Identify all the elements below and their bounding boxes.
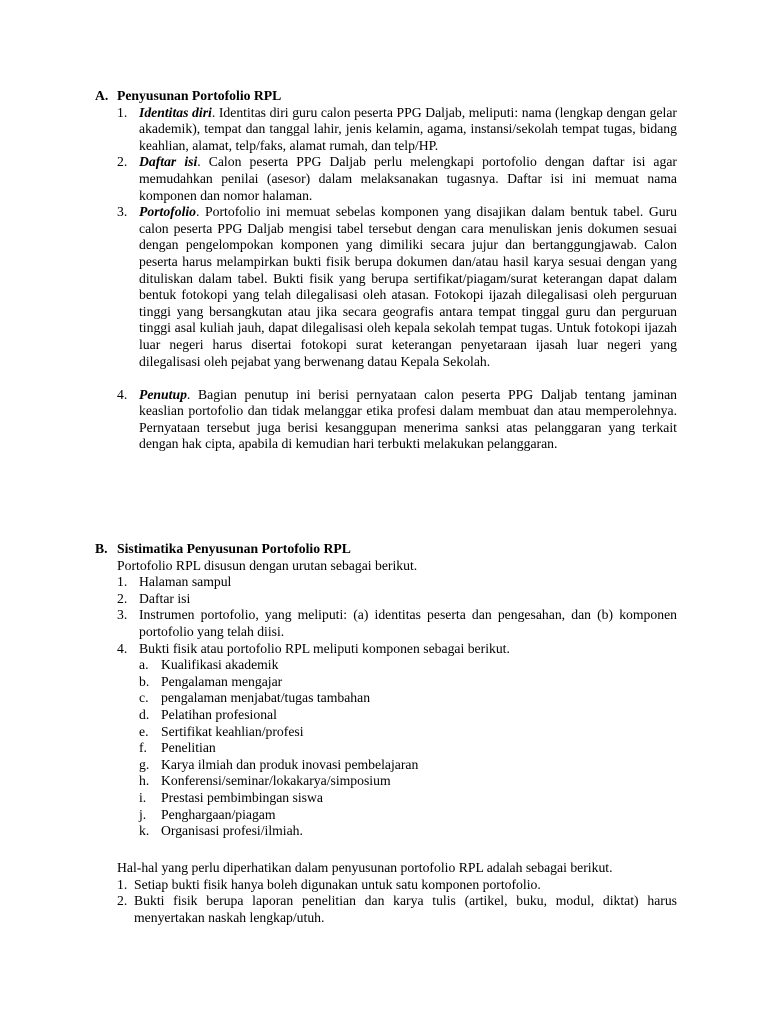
list-item	[139, 773, 677, 790]
item-text: Karya ilmiah dan produk inovasi pembelajaran	[161, 756, 419, 772]
list-number: 1.	[117, 104, 128, 120]
item-text: Bukti fisik atau portofolio RPL meliputi komponen sebagai berikut.	[139, 640, 510, 656]
list-number: 2.	[117, 154, 128, 170]
item-text: . Portofolio ini memuat sebelas komponen yang disajikan dalam bentuk tabel. Guru calon peserta PPG Daljab mengisi tabel tersebut dengan cara menuliskan jenis dokumen sesuai dengan pengelompokan komponen yang dimiliki secara jujur dan bertanggungjawab. Calon peserta harus melampirkan bukti fisik berupa dokumen dan/atau hasil karya sesuai dengan yang dituliskan dalam tabel. Bukti fisik yang berupa sertifikat/piagam/surat keterangan dapat dalam bentuk fotokopi yang telah dilegalisasi oleh atasan. Fotokopi ijazah dilegalisasi oleh perguruan tinggi yang bersangkutan atau jika secara geografis antara tempat tinggal guru dan perguruan tinggi asal kuliah jauh, dapat dilegalisasi oleh kepala sekolah tempat tugas. Untuk fotokopi ijazah luar negeri harus disertai fotokopi surat keterangan penyetaraan ijasah luar negeri yang dilegalisasi oleh pejabat yang berwenang datau Kepala Sekolah.	[139, 204, 677, 369]
list-item	[117, 105, 677, 155]
section-b-intro: Portofolio RPL disusun dengan urutan sebagai berikut.	[117, 557, 418, 573]
item-text: Penelitian	[161, 740, 216, 756]
list-item	[117, 877, 677, 894]
item-text: Organisasi profesi/ilmiah.	[161, 823, 303, 839]
section-a-title: Penyusunan Portofolio RPL	[117, 88, 282, 103]
item-text: . Calon peserta PPG Daljab perlu melengkapi portofolio dengan daftar isi agar memudahkan penilai (asesor) dalam melaksanakan tugasnya. Daftar isi ini memuat nama komponen dan nomor halaman.	[139, 154, 677, 203]
list-number: 2.	[117, 893, 128, 909]
list-letter: j.	[139, 806, 147, 822]
list-item	[139, 823, 677, 840]
list-letter: d.	[139, 706, 150, 722]
component-sublist	[117, 657, 677, 840]
closing-notes	[117, 860, 677, 926]
item-term: Daftar isi	[139, 154, 198, 170]
item-text: Instrumen portofolio, yang meliputi: (a) identitas peserta dan pengesahan, dan (b) komponen portofolio yang telah diisi.	[139, 607, 677, 639]
list-item	[117, 387, 677, 453]
list-item	[139, 740, 677, 757]
section-a-label: A.	[95, 88, 109, 103]
list-item	[117, 641, 677, 658]
list-item	[117, 607, 677, 640]
list-number: 1.	[117, 876, 128, 892]
item-term: Portofolio	[139, 204, 197, 220]
section-b-heading	[95, 541, 677, 558]
list-item	[117, 154, 677, 204]
section-b-list	[117, 574, 677, 657]
list-item	[139, 674, 677, 691]
item-text: Pengalaman mengajar	[161, 673, 283, 689]
item-text: . Bagian penutup ini berisi pernyataan calon peserta PPG Daljab tentang jaminan keaslian portofolio dan tidak melanggar etika profesi dalam membuat dan atau memperolehnya. Pernyataan tersebut juga berisi kesanggupan menerima sanksi atas pelanggaran yang terkait dengan hak cipta, apabila di kemudian hari terbukti melakukan pelanggaran.	[139, 386, 677, 452]
item-text: Setiap bukti fisik hanya boleh digunakan untuk satu komponen portofolio.	[134, 876, 541, 892]
list-letter: k.	[139, 823, 150, 839]
list-item	[139, 757, 677, 774]
item-text: pengalaman menjabat/tugas tambahan	[161, 690, 371, 706]
list-letter: g.	[139, 756, 150, 772]
list-item	[139, 707, 677, 724]
list-item	[139, 790, 677, 807]
list-item	[139, 807, 677, 824]
list-letter: c.	[139, 690, 149, 706]
item-text: . Identitas diri guru calon peserta PPG Daljab, meliputi: nama (lengkap dengan gelar akademik), tempat dan tanggal lahir, jenis kelamin, agama, instansi/sekolah tempat tugas, bidang keahlian, alamat, telp/faks, alamat rumah, dan telp/HP.	[139, 104, 677, 153]
item-text: Pelatihan profesional	[161, 706, 277, 722]
item-text: Sertifikat keahlian/profesi	[161, 723, 304, 739]
list-number: 2.	[117, 590, 128, 606]
item-text: Bukti fisik berupa laporan penelitian dan karya tulis (artikel, buku, modul, diktat) harus menyertakan naskah lengkap/utuh.	[134, 893, 677, 925]
list-number: 4.	[117, 386, 128, 402]
list-letter: i.	[139, 789, 147, 805]
section-a-list	[117, 105, 677, 453]
list-item	[117, 204, 677, 370]
section-b-label: B.	[95, 541, 108, 556]
section-b	[95, 541, 677, 840]
list-item	[139, 657, 677, 674]
list-letter: h.	[139, 773, 150, 789]
section-a	[95, 88, 677, 453]
list-item	[117, 591, 677, 608]
item-text: Konferensi/seminar/lokakarya/simposium	[161, 773, 391, 789]
item-text: Prestasi pembimbingan siswa	[161, 789, 323, 805]
item-text: Halaman sampul	[139, 574, 232, 590]
list-number: 3.	[117, 204, 128, 220]
item-term: Identitas diri	[139, 104, 212, 120]
item-text: Penghargaan/piagam	[161, 806, 276, 822]
list-number: 4.	[117, 640, 128, 656]
item-term: Penutup	[139, 386, 187, 402]
list-letter: e.	[139, 723, 149, 739]
section-a-heading	[95, 88, 677, 105]
list-item	[139, 690, 677, 707]
list-number: 1.	[117, 574, 128, 590]
list-item	[117, 574, 677, 591]
item-text: Daftar isi	[139, 590, 191, 606]
list-item	[117, 893, 677, 926]
list-letter: f.	[139, 740, 147, 756]
closing-intro: Hal-hal yang perlu diperhatikan dalam penyusunan portofolio RPL adalah sebagai berikut.	[117, 860, 613, 875]
item-text: Kualifikasi akademik	[161, 657, 279, 673]
closing-list	[117, 877, 677, 927]
list-item	[139, 724, 677, 741]
section-b-title: Sistimatika Penyusunan Portofolio RPL	[117, 541, 351, 556]
list-letter: b.	[139, 673, 150, 689]
list-letter: a.	[139, 657, 149, 673]
list-number: 3.	[117, 607, 128, 623]
